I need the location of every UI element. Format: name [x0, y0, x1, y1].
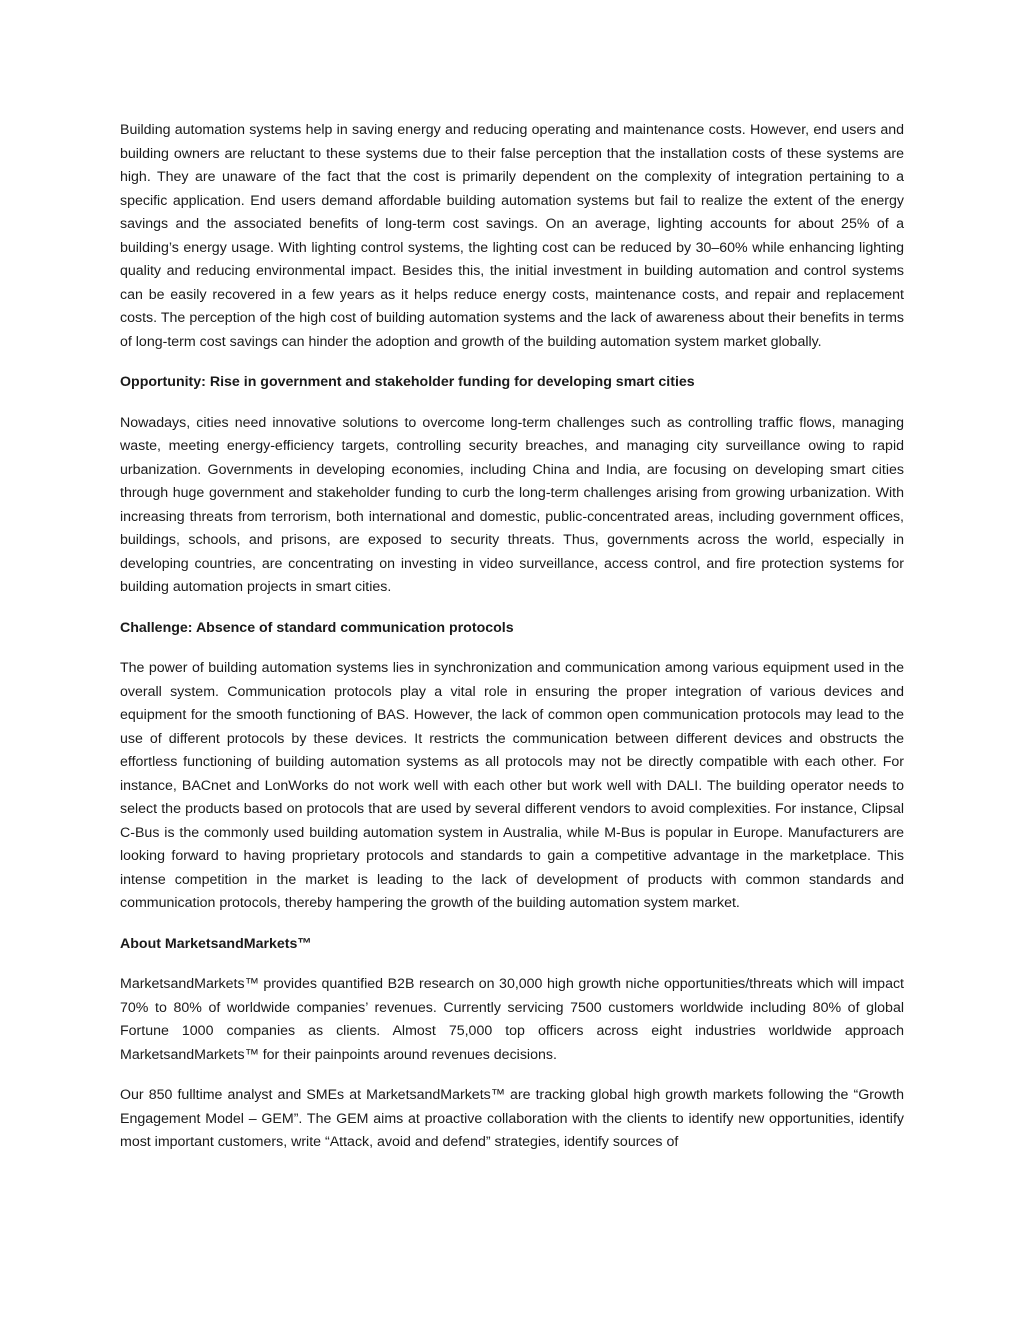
about-heading: About MarketsandMarkets™	[120, 935, 312, 952]
challenge-heading: Challenge: Absence of standard communication protocols	[120, 619, 514, 636]
challenge-paragraph: The power of building automation systems lies in synchronization and communication among various equipment used in the overall system. Communication protocols play a vital role in ensuring the proper integration of various devices and equipment for the smooth functioning of BAS. However, the lack of common open communication protocols may lead to the use of different protocols by these devices. It restricts the communication between different devices and obstructs the effortless functioning of building automation systems as all protocols may not be directly compatible with each other. For instance, BACnet and LonWorks do not work well with each other but work well with DALI. The building operator needs to select the products based on protocols that are used by several different vendors to avoid complexities. For instance, Clipsal C-Bus is the commonly used building automation system in Australia, while M-Bus is popular in Europe. Manufacturers are looking forward to having proprietary protocols and standards to gain a competitive advantage in the marketplace. This intense competition in the market is leading to the lack of development of products with common standards and communication protocols, thereby hampering the growth of the building automation system market.	[120, 660, 904, 911]
document-page	[120, 119, 904, 1172]
intro-paragraph: Building automation systems help in saving energy and reducing operating and maintenance costs. However, end users and building owners are reluctant to these systems due to their false perception that the installation costs of these systems are high. They are unaware of the fact that the cost is primarily dependent on the complexity of integration pertaining to a specific application. End users demand affordable building automation systems but fail to realize the extent of the energy savings and the associated benefits of long-term cost savings. On an average, lighting accounts for about 25% of a building’s energy usage. With lighting control systems, the lighting cost can be reduced by 30–60% while enhancing lighting quality and reducing environmental impact. Besides this, the initial investment in building automation and control systems can be easily recovered in a few years as it helps reduce energy costs, maintenance costs, and repair and replacement costs. The perception of the high cost of building automation systems and the lack of awareness about their benefits in terms of long-term cost savings can hinder the adoption and growth of the building automation system market globally.	[120, 122, 904, 350]
about-paragraph-2: Our 850 fulltime analyst and SMEs at MarketsandMarkets™ are tracking global high growth markets following the “Growth Engagement Model – GEM”. The GEM aims at proactive collaboration with the clients to identify new opportunities, identify most important customers, write “Attack, avoid and defend” strategies, identify sources of	[120, 1087, 904, 1150]
opportunity-heading: Opportunity: Rise in government and stakeholder funding for developing smart cities	[120, 374, 695, 390]
opportunity-paragraph: Nowadays, cities need innovative solutions to overcome long-term challenges such as controlling traffic flows, managing waste, meeting energy-efficiency targets, controlling security breaches, and managing city surveillance owing to rapid urbanization. Governments in developing economies, including China and India, are focusing on developing smart cities through huge government and stakeholder funding to curb the long-term challenges arising from growing urbanization. With increasing threats from terrorism, both international and domestic, public-concentrated areas, including government offices, buildings, schools, and prisons, are exposed to security threats. Thus, governments across the world, especially in developing countries, are concentrating on investing in video surveillance, access control, and fire protection systems for building automation projects in smart cities.	[120, 414, 904, 595]
about-paragraph-1: MarketsandMarkets™ provides quantified B2B research on 30,000 high growth niche opportunities/threats which will impact 70% to 80% of worldwide companies’ revenues. Currently servicing 7500 customers worldwide including 80% of global Fortune 1000 companies as clients. Almost 75,000 top officers across eight industries worldwide approach MarketsandMarkets™ for their painpoints around revenues decisions.	[120, 976, 904, 1063]
